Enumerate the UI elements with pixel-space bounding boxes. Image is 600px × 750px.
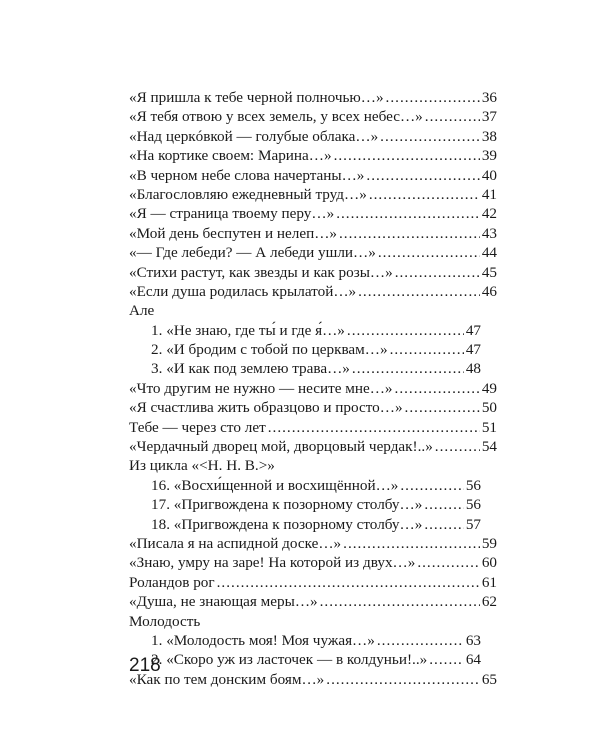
toc-entry	[129, 263, 497, 282]
toc-entry-title: «Если душа родилась крылатой…»	[129, 282, 357, 300]
toc-entry	[129, 204, 497, 223]
toc-entry-title: «Писала я на аспидной доске…»	[129, 534, 342, 552]
toc-entry-title: «Я счастлива жить образцово и просто…»	[129, 399, 403, 417]
toc-entry-page: 39	[481, 147, 497, 165]
dot-leader	[366, 166, 479, 185]
dot-leader	[400, 476, 463, 495]
toc-entry-page: 42	[481, 205, 497, 223]
dot-leader	[395, 263, 480, 282]
toc-entry	[129, 127, 497, 146]
dot-leader	[369, 185, 480, 204]
dot-leader	[347, 321, 464, 340]
toc-entry-title: «Мой день беспутен и нелеп…»	[129, 224, 337, 242]
dot-leader	[268, 418, 480, 437]
toc-entry-page: 57	[465, 515, 481, 533]
dot-leader	[336, 204, 480, 223]
toc-entry-title: «Благословляю ежедневный труд…»	[129, 185, 367, 203]
toc-entry-title: Тебе — через сто лет	[129, 418, 266, 436]
toc-entry-page: 49	[481, 379, 497, 397]
dot-leader	[339, 224, 480, 243]
toc-entry-title: 1. «Не знаю, где ты́ и где я́…»	[151, 321, 345, 339]
toc-entry-title: «Что другим не нужно — несите мне…»	[129, 379, 393, 397]
toc-entry-title: «Стихи растут, как звезды и как розы…»	[129, 263, 393, 281]
dot-leader	[395, 379, 480, 398]
toc-entry	[129, 282, 497, 301]
toc-entry-page: 40	[481, 166, 497, 184]
toc-entry-page: 46	[481, 282, 497, 300]
toc-entry-title: «Чердачный дворец мой, дворцовый чердак!..»	[129, 438, 433, 456]
toc-entry-page: 36	[481, 89, 497, 106]
toc-entry	[129, 650, 481, 669]
toc-entry	[129, 243, 497, 262]
toc-entry-page: 45	[481, 263, 497, 281]
dot-leader	[405, 398, 480, 417]
dot-leader	[425, 107, 480, 126]
dot-leader	[386, 88, 480, 107]
toc-entry-page: 50	[481, 399, 497, 417]
dot-leader	[424, 515, 464, 534]
dot-leader	[424, 495, 464, 514]
toc-entry	[129, 359, 481, 378]
dot-leader	[417, 553, 479, 572]
toc-entry	[129, 592, 497, 611]
toc-entry-page: 59	[481, 534, 497, 552]
dot-leader	[377, 631, 464, 650]
toc-entry-title: «Как по тем донским боям…»	[129, 670, 325, 688]
page-number: 218	[129, 655, 161, 676]
toc-section-heading	[129, 456, 497, 475]
toc-entry-page: 54	[481, 438, 497, 456]
dot-leader	[380, 127, 480, 146]
toc-entry-title: «Я тебя отвою у всех земель, у всех небес…»	[129, 108, 423, 126]
toc-entry-title: «Я — страница твоему перу…»	[129, 205, 335, 223]
toc-entry-page: 41	[481, 185, 497, 203]
dot-leader	[343, 534, 480, 553]
toc-entry-title: Молодость	[129, 612, 201, 630]
toc-entry-title: 1. «Молодость моя! Моя чужая…»	[151, 631, 375, 649]
toc-entry-page: 63	[465, 631, 481, 649]
toc-entry	[129, 224, 497, 243]
dot-leader	[390, 340, 464, 359]
toc-entry	[129, 631, 481, 650]
toc-entry-title: Из цикла «<Н. Н. В.>»	[129, 457, 275, 475]
table-of-contents	[129, 88, 497, 689]
toc-entry-title: «Я пришла к тебе черной полночью…»	[129, 89, 384, 106]
toc-entry-page: 44	[481, 244, 497, 262]
toc-entry-page: 47	[465, 341, 481, 359]
toc-entry	[129, 670, 497, 689]
dot-leader	[435, 437, 480, 456]
toc-entry	[129, 553, 497, 572]
toc-entry-page: 64	[465, 651, 481, 669]
toc-entry-title: «Знаю, умру на заре! На которой из двух…»	[129, 554, 416, 572]
toc-entry-title: 2. «Скоро уж из ласточек — в колдуньи!..»	[151, 651, 428, 669]
toc-entry	[129, 418, 497, 437]
toc-entry	[129, 185, 497, 204]
dot-leader	[429, 650, 464, 669]
toc-entry	[129, 476, 481, 495]
toc-entry	[129, 573, 497, 592]
toc-entry-page: 37	[481, 108, 497, 126]
toc-entry-page: 47	[465, 321, 481, 339]
toc-entry-title: 16. «Восхи́щенной и восхищённой…»	[151, 476, 399, 494]
toc-entry	[129, 515, 481, 534]
dot-leader	[352, 359, 464, 378]
toc-entry-page: 56	[465, 496, 481, 514]
toc-entry-title: «— Где лебеди? — А лебеди ушли…»	[129, 244, 376, 262]
toc-entry	[129, 495, 481, 514]
toc-entry-page: 43	[481, 224, 497, 242]
toc-entry	[129, 166, 497, 185]
toc-entry-title: Роландов рог	[129, 573, 215, 591]
toc-entry-title: «Душа, не знающая меры…»	[129, 593, 318, 611]
dot-leader	[358, 282, 480, 301]
toc-entry-page: 65	[481, 670, 497, 688]
toc-entry-title: 3. «И как под землею трава…»	[151, 360, 350, 378]
toc-entry-page: 48	[465, 360, 481, 378]
toc-entry-page: 62	[481, 593, 497, 611]
dot-leader	[334, 146, 480, 165]
toc-entry-title: Але	[129, 302, 155, 320]
toc-entry-title: «На кортике своем: Марина…»	[129, 147, 332, 165]
toc-entry-page: 51	[481, 418, 497, 436]
toc-entry-title: «В черном небе слова начертаны…»	[129, 166, 365, 184]
toc-entry	[129, 321, 481, 340]
toc-entry	[129, 398, 497, 417]
dot-leader	[326, 670, 480, 689]
toc-entry	[129, 534, 497, 553]
toc-entry	[129, 437, 497, 456]
toc-entry-title: 2. «И бродим с тобой по церквам…»	[151, 341, 388, 359]
toc-entry-page: 56	[465, 476, 481, 494]
toc-section-heading	[129, 612, 497, 631]
toc-entry-page: 61	[481, 573, 497, 591]
toc-entry-page: 60	[481, 554, 497, 572]
toc-entry-title: 17. «Пригвождена к позорному столбу…»	[151, 496, 423, 514]
toc-entry-title: 18. «Пригвождена к позорному столбу…»	[151, 515, 423, 533]
toc-entry	[129, 340, 481, 359]
toc-entry-page: 38	[481, 127, 497, 145]
toc-entry	[129, 88, 497, 107]
dot-leader	[378, 243, 480, 262]
dot-leader	[217, 573, 480, 592]
toc-entry	[129, 146, 497, 165]
dot-leader	[320, 592, 480, 611]
toc-entry	[129, 107, 497, 126]
toc-section-heading	[129, 301, 497, 320]
toc-entry-title: «Над церкóвкой — голубые облака…»	[129, 127, 379, 145]
toc-entry	[129, 379, 497, 398]
